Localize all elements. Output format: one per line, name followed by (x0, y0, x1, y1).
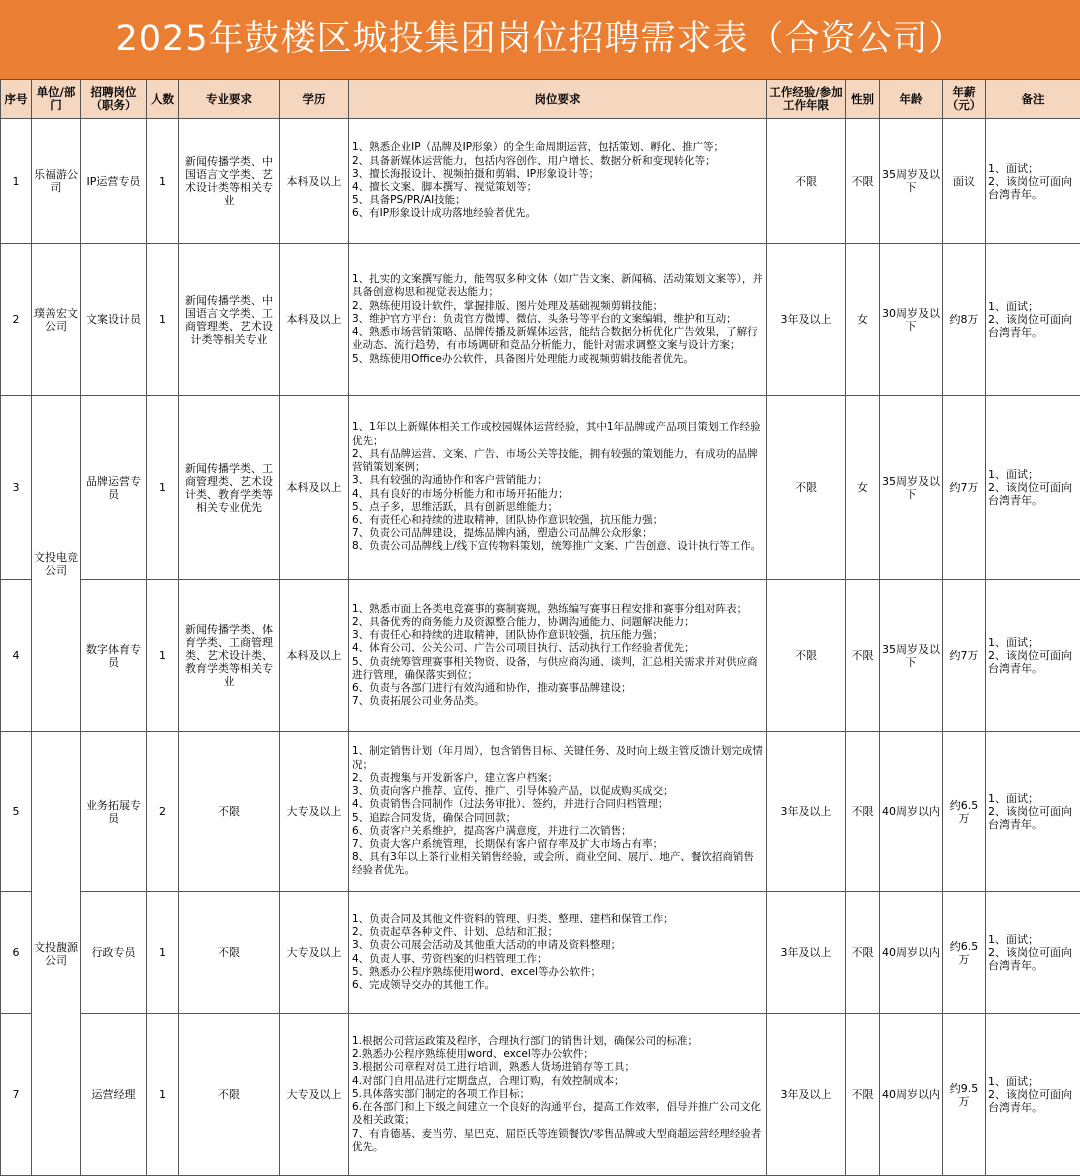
row-note: 1、面试； 2、该岗位可面向台湾青年。 (986, 244, 1080, 396)
row-note: 1、面试； 2、该岗位可面向台湾青年。 (986, 732, 1080, 892)
row-gender: 女 (846, 396, 880, 580)
row-unit: 璞善宏文公司 (32, 244, 81, 396)
row-major: 不限 (179, 732, 280, 892)
row-edu: 大专及以上 (280, 1014, 349, 1176)
table-header-row (1, 80, 1080, 119)
row-major: 新闻传播学类、中国语言文学类、艺术设计类等相关专业 (179, 119, 280, 244)
row-no: 5 (1, 732, 32, 892)
recruitment-table (0, 79, 1080, 1176)
table-row (1, 244, 1080, 396)
row-count: 2 (147, 732, 179, 892)
row-edu: 本科及以上 (280, 244, 349, 396)
row-requirements: 1、扎实的文案撰写能力，能驾驭多种文体（如广告文案、新闻稿、活动策划文案等），并具备创意构思和视觉表达能力； 2、熟练使用设计软件，掌握排版、图片处理及基础视频剪辑技能； 3、维护官方平台：负责官方微博、微信、头条号等平台的文案编辑，维护和互动； 4、熟悉市场营销策略、品牌传播及新媒体运营，能结合数据分析优化广告效果，了解行业动态、流行趋势，有市场调研和竞品分析能力，能针对需求调整文案与设计方案； 5、熟练使用Office办公软件，具备图片处理能力或视频剪辑技能者优先。 (349, 244, 767, 396)
row-salary: 约8万 (943, 244, 986, 396)
row-salary: 约6.5万 (943, 732, 986, 892)
row-experience: 3年及以上 (767, 1014, 846, 1176)
table-row (1, 580, 1080, 732)
row-position: 行政专员 (81, 892, 147, 1014)
row-unit: 乐福游公司 (32, 119, 81, 244)
row-unit: 文投馥源公司 (32, 732, 81, 1176)
row-edu: 本科及以上 (280, 119, 349, 244)
row-experience: 不限 (767, 396, 846, 580)
row-experience: 3年及以上 (767, 732, 846, 892)
row-major: 不限 (179, 1014, 280, 1176)
row-gender: 不限 (846, 580, 880, 732)
table-row (1, 396, 1080, 580)
row-unit: 文投电竞公司 (32, 396, 81, 732)
row-position: IP运营专员 (81, 119, 147, 244)
row-position: 文案设计员 (81, 244, 147, 396)
row-count: 1 (147, 244, 179, 396)
row-requirements: 1、制定销售计划（年月周），包含销售目标、关键任务、及时向上级主管反馈计划完成情况； 2、负责搜集与开发新客户，建立客户档案； 3、负责向客户推荐、宣传、推广、引导体验产品，以促成购买成交； 4、负责销售合同制作（过法务审批）、签约，并进行合同归档管理； 5、追踪合同发货，确保合同回款； 6、负责客户关系维护，提高客户满意度，并进行二次销售； 7、负责大客户系统管理，长期保有客户留存率及扩大市场占有率； 8、具有3年以上茶行业相关销售经验，或会所、商业空间、展厅、地产、餐饮招商销售经验者优先。 (349, 732, 767, 892)
header-age: 年龄 (880, 80, 943, 119)
row-age: 35周岁及以下 (880, 396, 943, 580)
row-position: 运营经理 (81, 1014, 147, 1176)
row-salary: 面议 (943, 119, 986, 244)
row-edu: 大专及以上 (280, 732, 349, 892)
row-age: 35周岁及以下 (880, 580, 943, 732)
header-edu: 学历 (280, 80, 349, 119)
row-age: 40周岁以内 (880, 1014, 943, 1176)
row-major: 不限 (179, 892, 280, 1014)
row-major: 新闻传播学类、中国语言文学类、工商管理类、艺术设计类等相关专业 (179, 244, 280, 396)
row-salary: 约6.5万 (943, 892, 986, 1014)
header-no: 序号 (1, 80, 32, 119)
table-row (1, 732, 1080, 892)
row-salary: 约7万 (943, 580, 986, 732)
row-experience: 不限 (767, 119, 846, 244)
row-position: 品牌运营专员 (81, 396, 147, 580)
row-count: 1 (147, 119, 179, 244)
row-edu: 本科及以上 (280, 580, 349, 732)
header-position: 招聘岗位（职务） (81, 80, 147, 119)
row-no: 1 (1, 119, 32, 244)
header-note: 备注 (986, 80, 1080, 119)
row-experience: 3年及以上 (767, 244, 846, 396)
row-no: 6 (1, 892, 32, 1014)
row-major: 新闻传播学类、体育学类、工商管理类、艺术设计类、教育学类等相关专业 (179, 580, 280, 732)
row-gender: 不限 (846, 1014, 880, 1176)
header-gender: 性别 (846, 80, 880, 119)
row-requirements: 1、1年以上新媒体相关工作或校园媒体运营经验，其中1年品牌或产品项目策划工作经验优先； 2、具有品牌运营、文案、广告、市场公关等技能，拥有较强的策划能力，有成功的品牌营销策划案例； 3、具有较强的沟通协作和客户营销能力； 4、具有良好的市场分析能力和市场开拓能力； 5、点子多，思维活跃，具有创新思维能力； 6、有责任心和持续的进取精神，团队协作意识较强，抗压能力强； 7、负责公司品牌建设，提炼品牌内涵，塑造公司品牌公众形象； 8、负责公司品牌线上/线下宣传物料策划，统筹推广文案、广告创意、设计执行等工作。 (349, 396, 767, 580)
header-req: 岗位要求 (349, 80, 767, 119)
row-no: 7 (1, 1014, 32, 1176)
row-experience: 不限 (767, 580, 846, 732)
row-note: 1、面试； 2、该岗位可面向台湾青年。 (986, 396, 1080, 580)
row-requirements: 1、熟悉企业IP（品牌及IP形象）的全生命周期运营，包括策划、孵化、推广等； 2、具备新媒体运营能力，包括内容创作、用户增长、数据分析和变现转化等； 3、擅长海报设计、视频拍摄和剪辑、IP形象设计等； 4、擅长文案、脚本撰写、视觉策划等； 5、具备PS/PR/AI技能； 6、有IP形象设计成功落地经验者优先。 (349, 119, 767, 244)
row-count: 1 (147, 892, 179, 1014)
table-row (1, 1014, 1080, 1176)
row-count: 1 (147, 580, 179, 732)
header-exp: 工作经验/参加工作年限 (767, 80, 846, 119)
row-experience: 3年及以上 (767, 892, 846, 1014)
row-count: 1 (147, 396, 179, 580)
row-gender: 不限 (846, 119, 880, 244)
row-age: 30周岁及以下 (880, 244, 943, 396)
header-salary: 年薪（元） (943, 80, 986, 119)
row-gender: 不限 (846, 892, 880, 1014)
row-age: 35周岁及以下 (880, 119, 943, 244)
row-note: 1、面试； 2、该岗位可面向台湾青年。 (986, 1014, 1080, 1176)
header-unit: 单位/部门 (32, 80, 81, 119)
row-age: 40周岁以内 (880, 892, 943, 1014)
row-note: 1、面试； 2、该岗位可面向台湾青年。 (986, 580, 1080, 732)
row-count: 1 (147, 1014, 179, 1176)
page-title: 2025年鼓楼区城投集团岗位招聘需求表（合资公司） (0, 0, 1080, 79)
row-requirements: 1、熟悉市面上各类电竞赛事的赛制赛规，熟练编写赛事日程安排和赛事分组对阵表； 2、具备优秀的商务能力及资源整合能力，协调沟通能力、问题解决能力； 3、有责任心和持续的进取精神，团队协作意识较强，抗压能力强； 4、体育公司、公关公司、广告公司项目执行、活动执行工作经验者优先； 5、负责统筹管理赛事相关物资、设备，与供应商沟通、谈判，汇总相关需求并对供应商进行管理，确保落实到位； 6、负责与各部门进行有效沟通和协作，推动赛事品牌建设； 7、负责拓展公司业务品类。 (349, 580, 767, 732)
row-age: 40周岁以内 (880, 732, 943, 892)
row-major: 新闻传播学类、工商管理类、艺术设计类、教育学类等相关专业优先 (179, 396, 280, 580)
row-position: 数字体育专员 (81, 580, 147, 732)
header-count: 人数 (147, 80, 179, 119)
table-row (1, 119, 1080, 244)
row-no: 4 (1, 580, 32, 732)
row-no: 3 (1, 396, 32, 580)
row-gender: 女 (846, 244, 880, 396)
row-position: 业务拓展专员 (81, 732, 147, 892)
row-requirements: 1.根据公司营运政策及程序，合理执行部门的销售计划，确保公司的标准； 2.熟悉办公程序熟练使用word、excel等办公软件； 3.根据公司章程对员工进行培训，熟悉人货场进销存等工具； 4.对部门自用品进行定期盘点，合理订购，有效控制成本； 5.具体落实部门制定的各项工作目标； 6.在各部门和上下级之间建立一个良好的沟通平台，提高工作效率，倡导并推广公司文化及相关政策； 7、有肯德基、麦当劳、星巴克、屈臣氏等连锁餐饮/零售品牌或大型商超运营经理经验者优先。 (349, 1014, 767, 1176)
header-major: 专业要求 (179, 80, 280, 119)
row-gender: 不限 (846, 732, 880, 892)
row-salary: 约9.5万 (943, 1014, 986, 1176)
row-no: 2 (1, 244, 32, 396)
row-note: 1、面试； 2、该岗位可面向台湾青年。 (986, 892, 1080, 1014)
row-edu: 大专及以上 (280, 892, 349, 1014)
row-requirements: 1、负责合同及其他文件资料的管理、归类、整理、建档和保管工作； 2、负责起草各种文件、计划、总结和汇报； 3、负责公司展会活动及其他重大活动的申请及资料整理； 4、负责人事、劳资档案的归档管理工作； 5、熟悉办公程序熟练使用word、excel等办公软件； 6、完成领导交办的其他工作。 (349, 892, 767, 1014)
row-edu: 本科及以上 (280, 396, 349, 580)
row-salary: 约7万 (943, 396, 986, 580)
table-row (1, 892, 1080, 1014)
row-note: 1、面试； 2、该岗位可面向台湾青年。 (986, 119, 1080, 244)
